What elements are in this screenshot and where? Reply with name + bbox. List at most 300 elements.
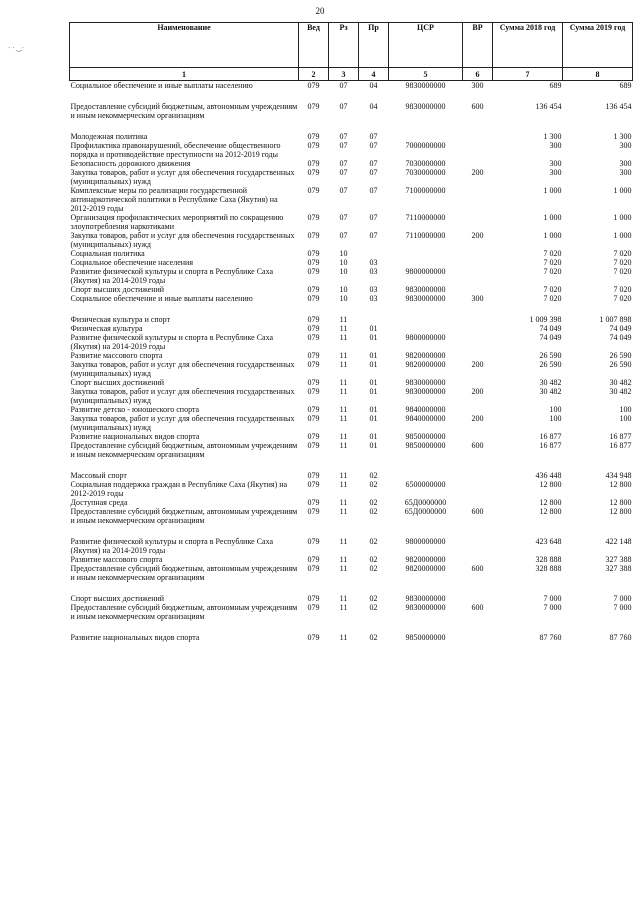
table-row	[70, 333, 633, 351]
row-csr: 9830000000	[405, 387, 446, 396]
row-sum-2018: 26 590	[539, 351, 562, 360]
row-csr: 9850000000	[405, 633, 446, 642]
row-csr: 9820000000	[405, 555, 446, 564]
row-vr	[463, 459, 493, 471]
row-rz: 10	[339, 294, 348, 303]
row-sum-2018: 16 877	[539, 432, 562, 441]
row-sum-2018: 300	[549, 141, 562, 150]
row-ved: 079	[307, 294, 320, 303]
row-sum-2019: 7 020	[613, 258, 632, 267]
row-sum-2018: 87 760	[539, 633, 562, 642]
row-vr	[463, 405, 493, 414]
row-csr: 7030000000	[405, 159, 446, 168]
row-ved	[299, 303, 329, 315]
col-header-ved: Вед	[299, 23, 329, 68]
row-vr	[463, 213, 493, 231]
row-vr	[463, 480, 493, 498]
row-sum-2018: 7 020	[543, 249, 562, 258]
row-pr: 02	[369, 633, 378, 642]
row-sum-2019	[563, 582, 633, 594]
table-row	[70, 594, 633, 603]
row-rz: 07	[339, 102, 348, 111]
row-sum-2018	[493, 621, 563, 633]
row-pr: 01	[369, 378, 378, 387]
table-row	[70, 294, 633, 303]
col-header-sum-2019: Сумма 2019 год	[563, 23, 633, 68]
row-name: Спорт высших достижений	[70, 285, 165, 294]
row-name: Развитие физической культуры и спорта в Республике Саха (Якутия) на 2014-2019 годы	[70, 537, 274, 555]
row-ved: 079	[307, 498, 320, 507]
row-sum-2019: 16 877	[609, 432, 632, 441]
row-rz: 11	[339, 387, 348, 396]
table-row	[70, 267, 633, 285]
row-name: Молодежная политика	[70, 132, 148, 141]
row-vr: 200	[471, 231, 484, 240]
row-rz	[329, 120, 359, 132]
row-csr: 9850000000	[405, 441, 446, 450]
row-csr	[389, 324, 463, 333]
row-csr: 9820000000	[405, 351, 446, 360]
row-sum-2018: 74 049	[539, 324, 562, 333]
row-rz: 07	[339, 186, 348, 195]
row-pr	[359, 582, 389, 594]
row-rz: 10	[339, 267, 348, 276]
row-pr: 02	[369, 603, 378, 612]
table-row	[70, 213, 633, 231]
row-sum-2019: 300	[619, 168, 632, 177]
row-rz: 11	[339, 594, 348, 603]
row-pr	[359, 525, 389, 537]
row-csr	[389, 120, 463, 132]
row-rz	[329, 621, 359, 633]
row-vr	[463, 249, 493, 258]
row-pr: 02	[369, 555, 378, 564]
table-row	[70, 141, 633, 159]
row-name: Физическая культура	[70, 324, 143, 333]
row-pr	[359, 249, 389, 258]
table-row	[70, 186, 633, 213]
row-vr	[463, 141, 493, 159]
row-name: Закупка товаров, работ и услуг для обеспечения государственных (муниципальных) нужд	[70, 387, 295, 405]
table-row	[70, 132, 633, 141]
row-sum-2019: 26 590	[609, 351, 632, 360]
row-vr	[463, 432, 493, 441]
row-sum-2019: 74 049	[609, 333, 632, 342]
row-name: Предоставление субсидий бюджетным, автономным учреждениям и иным некоммерческим организациям	[70, 564, 298, 582]
row-sum-2019	[563, 303, 633, 315]
row-csr	[389, 90, 463, 102]
col-number: 3	[329, 68, 359, 81]
table-row	[70, 168, 633, 186]
row-ved	[299, 621, 329, 633]
row-name: Комплексные меры по реализации государственной антинаркотической политики в Республике Саха (Якутия) на 2012-2019 годы	[70, 186, 278, 213]
row-sum-2019	[563, 90, 633, 102]
row-rz: 11	[339, 603, 348, 612]
row-name: Развитие национальных видов спорта	[70, 633, 200, 642]
row-sum-2019: 7 020	[613, 267, 632, 276]
row-sum-2019: 7 000	[613, 594, 632, 603]
row-name: Доступная среда	[70, 498, 128, 507]
row-sum-2018: 300	[549, 159, 562, 168]
row-sum-2018: 328 888	[535, 555, 562, 564]
col-header-name: Наименование	[70, 23, 299, 68]
table-row	[70, 432, 633, 441]
row-ved: 079	[307, 405, 320, 414]
row-ved: 079	[307, 441, 320, 450]
blank-row	[70, 582, 633, 594]
header-number-row	[70, 68, 633, 81]
row-name: Предоставление субсидий бюджетным, автономным учреждениям и иным некоммерческим организациям	[70, 507, 298, 525]
row-sum-2018: 300	[549, 168, 562, 177]
row-pr	[359, 120, 389, 132]
row-sum-2019: 30 482	[609, 378, 632, 387]
row-sum-2018: 12 800	[539, 498, 562, 507]
row-csr: 9830000000	[405, 594, 446, 603]
row-name	[70, 582, 299, 594]
row-vr	[463, 378, 493, 387]
row-vr	[463, 90, 493, 102]
row-sum-2018: 1 000	[543, 186, 562, 195]
row-vr	[463, 525, 493, 537]
row-sum-2018	[493, 90, 563, 102]
row-sum-2019	[563, 459, 633, 471]
row-vr	[463, 315, 493, 324]
row-csr: 6500000000	[405, 480, 446, 489]
row-name: Развитие физической культуры и спорта в Республике Саха (Якутия) на 2014-2019 годы	[70, 333, 274, 351]
row-name: Спорт высших достижений	[70, 378, 165, 387]
margin-marks: · · ‿·	[8, 44, 25, 52]
row-ved: 079	[307, 132, 320, 141]
row-csr: 7100000000	[405, 186, 446, 195]
row-sum-2019: 100	[619, 405, 632, 414]
row-pr: 07	[369, 231, 378, 240]
row-ved: 079	[307, 249, 320, 258]
row-vr: 200	[471, 414, 484, 423]
row-vr: 600	[471, 507, 484, 516]
row-name: Развитие массового спорта	[70, 351, 163, 360]
row-pr: 01	[369, 324, 378, 333]
row-ved: 079	[307, 324, 320, 333]
row-rz	[329, 525, 359, 537]
row-sum-2018: 136 454	[535, 102, 562, 111]
row-name: Закупка товаров, работ и услуг для обеспечения государственных (муниципальных) нужд	[70, 168, 295, 186]
table-row	[70, 537, 633, 555]
row-csr: 7110000000	[405, 213, 446, 222]
row-pr	[359, 303, 389, 315]
table-row	[70, 441, 633, 459]
row-rz: 07	[339, 213, 348, 222]
table-row	[70, 564, 633, 582]
row-name: Физическая культура и спорт	[70, 315, 171, 324]
table-row	[70, 480, 633, 498]
row-pr: 02	[369, 507, 378, 516]
col-number: 6	[463, 68, 493, 81]
table-row	[70, 81, 633, 91]
row-ved: 079	[307, 333, 320, 342]
table-body	[70, 81, 633, 643]
row-ved: 079	[307, 564, 320, 573]
row-pr: 01	[369, 405, 378, 414]
row-sum-2019: 1 000	[613, 231, 632, 240]
row-sum-2018	[493, 120, 563, 132]
row-pr: 02	[369, 537, 378, 546]
row-sum-2018: 30 482	[539, 378, 562, 387]
row-rz: 11	[339, 555, 348, 564]
row-name	[70, 621, 299, 633]
row-csr: 9820000000	[405, 360, 446, 369]
row-rz: 11	[339, 432, 348, 441]
row-rz: 11	[339, 414, 348, 423]
row-ved: 079	[307, 387, 320, 396]
table-row	[70, 471, 633, 480]
row-ved: 079	[307, 81, 320, 90]
row-name: Предоставление субсидий бюджетным, автономным учреждениям и иным некоммерческим организациям	[70, 102, 298, 120]
table-row	[70, 360, 633, 378]
row-ved	[299, 582, 329, 594]
row-ved: 079	[307, 378, 320, 387]
row-csr: 9840000000	[405, 414, 446, 423]
row-ved: 079	[307, 360, 320, 369]
row-csr: 9830000000	[405, 81, 446, 90]
row-vr	[463, 333, 493, 351]
row-csr	[389, 132, 463, 141]
row-sum-2019: 327 388	[605, 564, 632, 573]
row-ved: 079	[307, 168, 320, 177]
row-sum-2018: 689	[549, 81, 562, 90]
row-sum-2019: 1 300	[613, 132, 632, 141]
blank-row	[70, 525, 633, 537]
row-pr: 03	[369, 285, 378, 294]
row-rz: 11	[339, 351, 348, 360]
row-csr: 65Д0000000	[404, 507, 447, 516]
row-sum-2018	[493, 459, 563, 471]
row-vr: 200	[471, 387, 484, 396]
row-sum-2019: 689	[619, 81, 632, 90]
row-sum-2018: 16 877	[539, 441, 562, 450]
row-vr	[463, 555, 493, 564]
row-csr: 65Д0000000	[404, 498, 447, 507]
row-name	[70, 120, 299, 132]
table-row	[70, 285, 633, 294]
row-sum-2019: 74 049	[609, 324, 632, 333]
row-name	[70, 525, 299, 537]
row-rz: 11	[339, 537, 348, 546]
row-rz: 11	[339, 315, 348, 324]
table-row	[70, 414, 633, 432]
row-pr: 04	[369, 81, 378, 90]
row-name: Закупка товаров, работ и услуг для обеспечения государственных (муниципальных) нужд	[70, 414, 295, 432]
row-ved: 079	[307, 213, 320, 222]
row-name: Развитие национальных видов спорта	[70, 432, 200, 441]
row-vr: 600	[471, 441, 484, 450]
row-rz	[329, 303, 359, 315]
row-sum-2018: 7 020	[543, 267, 562, 276]
row-vr	[463, 258, 493, 267]
row-sum-2018: 1 009 398	[529, 315, 562, 324]
row-pr: 01	[369, 360, 378, 369]
row-csr	[389, 621, 463, 633]
row-name: Массовый спорт	[70, 471, 127, 480]
row-pr	[359, 459, 389, 471]
row-ved: 079	[307, 141, 320, 150]
row-rz: 07	[339, 141, 348, 150]
row-ved: 079	[307, 471, 320, 480]
row-sum-2019: 87 760	[609, 633, 632, 642]
row-ved	[299, 459, 329, 471]
row-name: Закупка товаров, работ и услуг для обеспечения государственных (муниципальных) нужд	[70, 231, 295, 249]
row-ved: 079	[307, 633, 320, 642]
row-pr: 01	[369, 333, 378, 342]
row-pr: 03	[369, 267, 378, 276]
row-ved: 079	[307, 555, 320, 564]
row-sum-2018: 12 800	[539, 480, 562, 489]
row-name: Предоставление субсидий бюджетным, автономным учреждениям и иным некоммерческим организациям	[70, 441, 298, 459]
row-csr: 9840000000	[405, 405, 446, 414]
row-sum-2019: 7 020	[613, 249, 632, 258]
row-rz: 11	[339, 507, 348, 516]
col-number: 5	[389, 68, 463, 81]
row-ved: 079	[307, 267, 320, 276]
row-name: Социальное обеспечение и иные выплаты населению	[70, 294, 253, 303]
row-vr	[463, 498, 493, 507]
row-name: Профилактика правонарушений, обеспечение общественного порядка и противодействие преступности на 2012-2019 годы	[70, 141, 281, 159]
row-csr	[389, 582, 463, 594]
table-row	[70, 249, 633, 258]
table-row	[70, 603, 633, 621]
row-csr: 7110000000	[405, 231, 446, 240]
budget-table	[69, 22, 633, 642]
row-vr: 300	[471, 81, 484, 90]
row-ved: 079	[307, 231, 320, 240]
row-sum-2018: 26 590	[539, 360, 562, 369]
row-csr	[389, 525, 463, 537]
row-sum-2019: 30 482	[609, 387, 632, 396]
row-csr: 9850000000	[405, 432, 446, 441]
row-pr: 02	[369, 471, 378, 480]
row-ved	[299, 525, 329, 537]
row-ved: 079	[307, 603, 320, 612]
row-csr: 9830000000	[405, 285, 446, 294]
row-name: Социальная политика	[70, 249, 145, 258]
row-csr	[389, 303, 463, 315]
row-rz: 11	[339, 441, 348, 450]
row-name: Развитие детско - юношеского спорта	[70, 405, 200, 414]
row-sum-2018: 7 000	[543, 594, 562, 603]
row-vr	[463, 132, 493, 141]
row-ved: 079	[307, 432, 320, 441]
row-pr: 07	[369, 132, 378, 141]
row-pr	[359, 315, 389, 324]
row-name	[70, 90, 299, 102]
row-rz: 11	[339, 480, 348, 489]
row-rz: 11	[339, 333, 348, 342]
row-csr: 9800000000	[405, 333, 446, 342]
row-sum-2018: 328 888	[535, 564, 562, 573]
row-ved: 079	[307, 537, 320, 546]
table-row	[70, 258, 633, 267]
row-ved: 079	[307, 507, 320, 516]
row-ved	[299, 90, 329, 102]
row-sum-2019: 327 388	[605, 555, 632, 564]
blank-row	[70, 120, 633, 132]
row-sum-2018: 12 800	[539, 507, 562, 516]
row-name	[70, 303, 299, 315]
blank-row	[70, 459, 633, 471]
row-rz: 11	[339, 633, 348, 642]
row-vr	[463, 285, 493, 294]
row-pr: 01	[369, 414, 378, 423]
row-ved: 079	[307, 315, 320, 324]
row-ved: 079	[307, 351, 320, 360]
row-sum-2019: 7 020	[613, 285, 632, 294]
row-vr	[463, 594, 493, 603]
row-vr: 600	[471, 102, 484, 111]
row-vr	[463, 186, 493, 213]
row-name: Социальная поддержка граждан в Республике Саха (Якутия) на 2012-2019 годы	[70, 480, 288, 498]
row-sum-2019	[563, 120, 633, 132]
row-vr	[463, 267, 493, 285]
row-csr: 9820000000	[405, 564, 446, 573]
col-header-csr: ЦСР	[389, 23, 463, 68]
row-ved: 079	[307, 594, 320, 603]
row-rz: 11	[339, 324, 348, 333]
row-rz: 07	[339, 159, 348, 168]
row-sum-2019: 1 000	[613, 186, 632, 195]
row-pr: 01	[369, 432, 378, 441]
row-sum-2018: 100	[549, 414, 562, 423]
row-sum-2019: 12 800	[609, 507, 632, 516]
row-pr: 02	[369, 498, 378, 507]
blank-row	[70, 621, 633, 633]
table-row	[70, 231, 633, 249]
header-row	[70, 23, 633, 68]
row-rz	[329, 582, 359, 594]
row-pr: 07	[369, 168, 378, 177]
row-csr	[389, 258, 463, 267]
row-sum-2019: 300	[619, 159, 632, 168]
row-sum-2018: 7 020	[543, 294, 562, 303]
row-sum-2019: 12 800	[609, 480, 632, 489]
table-row	[70, 351, 633, 360]
row-sum-2018	[493, 303, 563, 315]
row-sum-2018: 74 049	[539, 333, 562, 342]
row-name: Социальное обеспечение населения	[70, 258, 193, 267]
table-row	[70, 555, 633, 564]
row-csr: 7030000000	[405, 168, 446, 177]
row-vr	[463, 633, 493, 642]
page-number: 20	[315, 6, 325, 16]
row-rz: 10	[339, 285, 348, 294]
row-ved: 079	[307, 159, 320, 168]
row-pr: 01	[369, 441, 378, 450]
row-ved: 079	[307, 258, 320, 267]
row-name: Предоставление субсидий бюджетным, автономным учреждениям и иным некоммерческим организациям	[70, 603, 298, 621]
row-sum-2019	[563, 621, 633, 633]
col-number: 2	[299, 68, 329, 81]
row-sum-2018: 7 020	[543, 258, 562, 267]
col-number: 7	[493, 68, 563, 81]
col-number: 8	[563, 68, 633, 81]
row-sum-2018: 7 000	[543, 603, 562, 612]
row-sum-2018: 7 020	[543, 285, 562, 294]
row-pr	[359, 621, 389, 633]
table-row	[70, 315, 633, 324]
row-rz: 07	[339, 132, 348, 141]
row-sum-2019: 434 948	[605, 471, 632, 480]
row-name	[70, 459, 299, 471]
row-sum-2019: 26 590	[609, 360, 632, 369]
row-sum-2018: 423 648	[535, 537, 562, 546]
